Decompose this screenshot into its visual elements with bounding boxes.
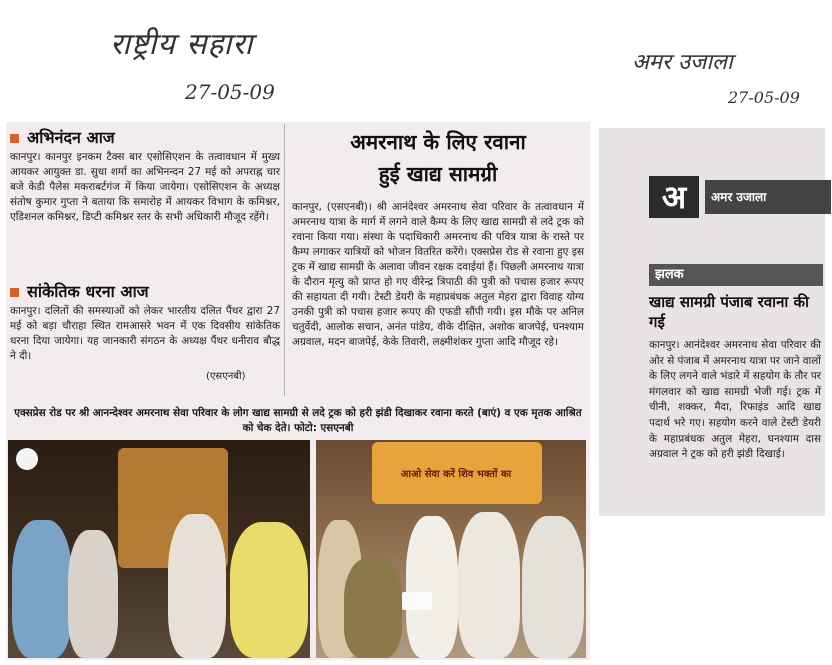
person-figure [12, 520, 72, 658]
masthead-right: अमर उजाला [632, 50, 733, 75]
brief1-heading: अभिनंदन आज [10, 126, 115, 148]
light-glare [16, 448, 38, 470]
date-left: 27-05-09 [185, 80, 275, 104]
person-figure [458, 512, 520, 658]
main-story [288, 122, 588, 402]
cheque [402, 592, 432, 610]
briefs-column [6, 122, 284, 402]
right-heading: खाद्य सामग्री पंजाब रवाना की गई [649, 293, 809, 331]
person-figure [406, 516, 458, 658]
newspaper-clipping-right [599, 128, 825, 516]
photo-caption: एक्सप्रेस रोड पर श्री आनन्देश्वर अमरनाथ सेवा परिवार के लोग खाद्य सामग्री से लदे ट्रक को हरी झंडी दिखाकर रवाना करते (बाएं) व एक मृतक आश्रित को चेक देते। फोटो: एसएनबी [14, 407, 582, 434]
photo-truck-flagoff [8, 440, 310, 658]
person-figure [68, 530, 118, 658]
masthead-left: राष्ट्रीय सहारा [110, 27, 254, 62]
section-label: झलक [649, 264, 823, 286]
bullet-icon [10, 288, 19, 297]
brief1-body: कानपुर। कानपुर इनकम टैक्स बार एसोसिएशन के तत्वावधान में मुख्य आयकर आयुक्त डा. सुधा शर्मा का अभिनन्दन 27 मई को अपराह्न चार बजे केडी पैलेस मकराबर्टगंज में किया जायेगा। एसोसिएशन के अध्यक्ष संतोष कुमार गुप्ता ने बताया कि समारोह में आयकर विभाग के कमिश्नर, एडिशनल कमिश्नर, डिप्टी कमिश्नर स्तर के सभी अधिकारी मौजूद रहेंगे। [10, 151, 280, 223]
person-figure [230, 522, 308, 658]
photo-cheque-handover [316, 440, 586, 658]
main-heading-line1: अमरनाथ के लिए रवाना [350, 130, 526, 154]
newspaper-clipping-left [6, 122, 590, 660]
person-figure [168, 514, 226, 658]
right-body: कानपुर। आनंदेश्वर अमरनाथ सेवा परिवार की ओर से पंजाब में अमरनाथ यात्रा पर जाने वालों के लिए लगने वाले भंडारे में सहयोग के तौर पर मंगलवार को खाद्य सामग्री भेजी गई। ट्रक में चीनी, शक्कर, मैदा, रिफाइंड आदि खाद्य पदार्थ भरे गए। सहयोग करने वाले टेस्टी डेयरी के महाप्रबंधक अतुल मेहरा, घनश्याम दास अग्रवाल ने ट्रक को हरी झंडी दिखाई। [649, 339, 821, 461]
logo-text: अमर उजाला [705, 180, 831, 214]
amar-ujala-logo [649, 176, 825, 218]
main-body: कानपुर, (एसएनबी)। श्री आनंदेश्वर अमरनाथ सेवा परिवार के तत्वावधान में अमरनाथ यात्रा के मार्ग में लगने वाले कैम्प के लिए खाद्य सामग्री से लदे ट्रक को रवाना किया गया। संस्था के पदाधिकारी अमरनाथ की पवित्र यात्रा के रास्ते पर कैम्प लगाकर यात्रियों को भोजन वितरित करेंगे। एक्सप्रेस रोड से रवाना हुए इस ट्रक में खाद्य सामग्री के अलावा जीवन रक्षक दवाईयां हैं। पिछली अमरनाथ यात्रा के दौरान मृत्यु को प्राप्त हो गए वीरेन्द्र त्रिपाठी की पुत्री को पचास हजार रूपए की सहायता दी गयी। टेस्टी डेयरी के महाप्रबंधक अतुल मेहरा द्वारा विवाह योग्य उनकी पुत्री को पचास हजार रूपए की एफडी सौंपी गयी। इस मौके पर अनिल चतुर्वेदी, आलोक सचान, अनंत पांडेय, वीके दीक्षित, अशोक बाजपेई, घनश्याम अग्रवाल, मदन बाजपेई, केके तिवारी, लक्ष्मीशंकर गुप्ता आदि मौजूद रहे। [292, 201, 584, 348]
brief2-body: कानपुर। दलितों की समस्याओं को लेकर भारतीय दलित पैंथर द्वारा 27 मई को बड़ा चौराहा स्थित रामआसरे भवन में एक दिवसीय सांकेतिक धरना दिया जायेगा। यह जानकारी संगठन के अध्यक्ष पैंथर धनीराव बौद्ध ने दी। [10, 305, 280, 362]
person-figure [344, 558, 402, 658]
event-banner-text: आओ सेवा करें शिव भक्तों का [400, 469, 512, 480]
brief2-heading: सांकेतिक धरना आज [10, 280, 149, 302]
date-right: 27-05-09 [728, 88, 800, 107]
logo-letter: अ [649, 176, 699, 218]
bullet-icon [10, 134, 19, 143]
person-figure [522, 516, 584, 658]
main-heading-line2: हुई खाद्य सामग्री [378, 162, 498, 186]
column-divider [284, 124, 285, 396]
brief2-tag: (एसएनबी) [206, 371, 246, 382]
